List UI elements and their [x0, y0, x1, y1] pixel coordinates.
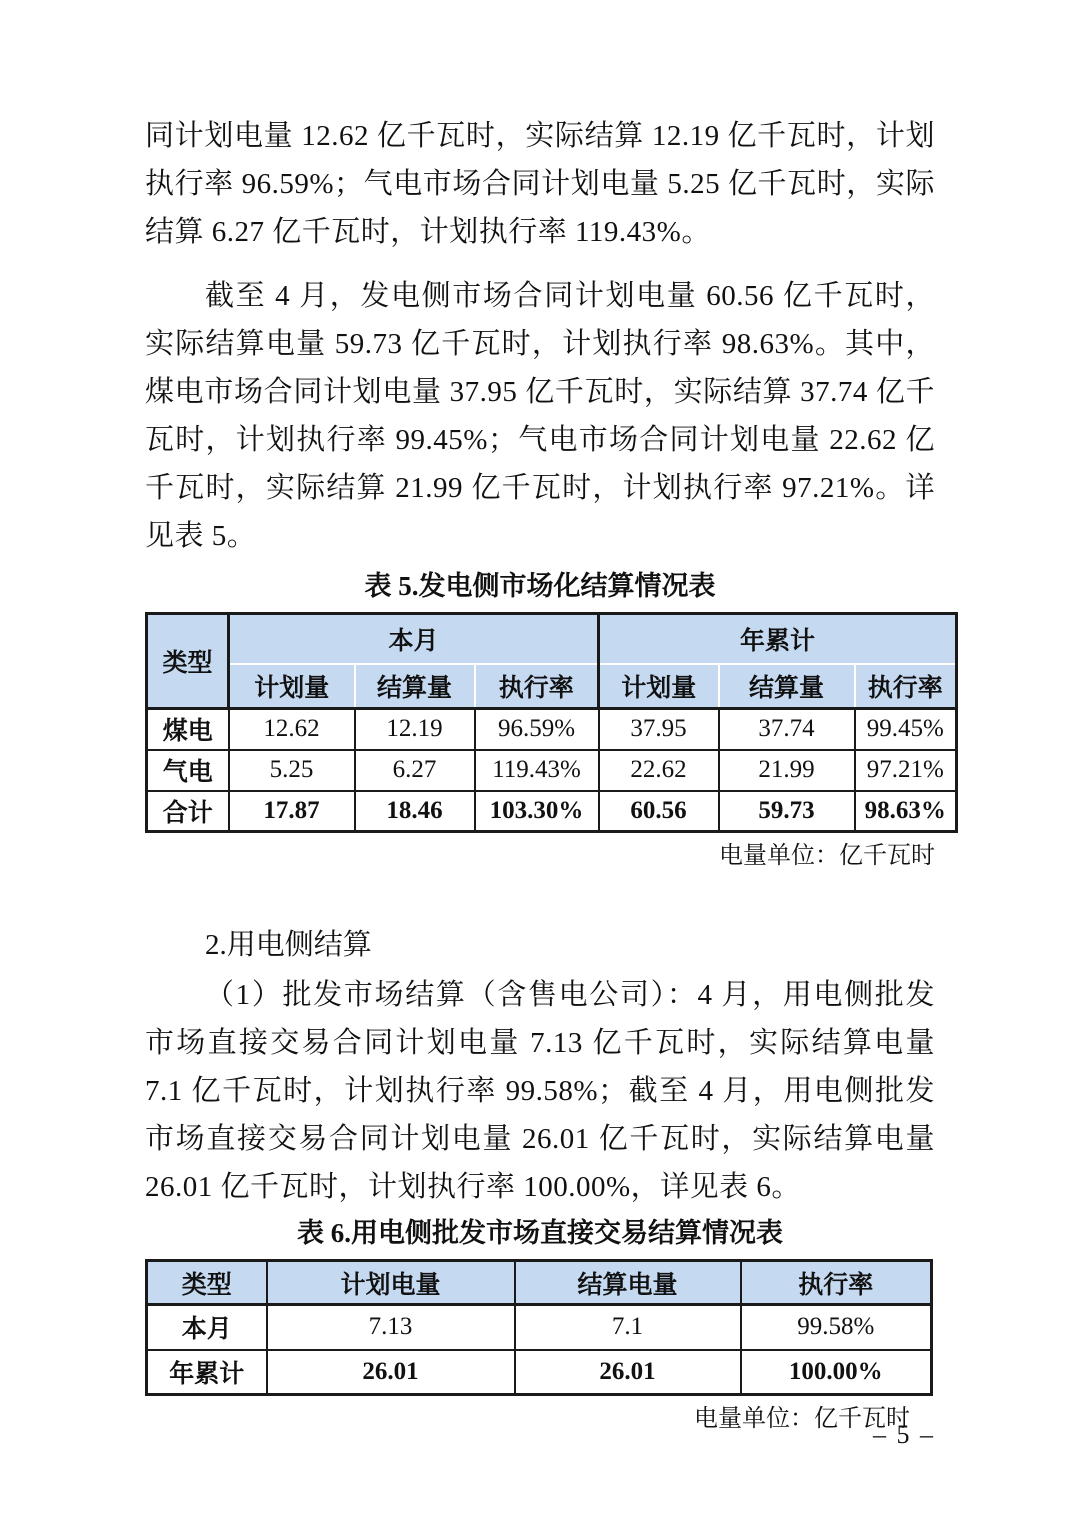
paragraph-consumption-side: （1）批发市场结算（含售电公司）：4 月，用电侧批发市场直接交易合同计划电量 7.13 亿千瓦时，实际结算电量 7.1 亿千瓦时，计划执行率 99.58%；截至 4 月，用电侧批发市场直接交易合同计划电量 26.01 亿千瓦时，实际结算电量 26.01 亿千瓦时，计划执行率 100.00%，详见表 6。 [145, 979, 935, 1203]
table6-row-month [147, 1305, 932, 1350]
table6-caption: 表 6.用电侧批发市场直接交易结算情况表 [297, 1218, 783, 1248]
table5-subheader-plan-ytd: 计划量 [599, 664, 719, 709]
table5-caption: 表 5.发电侧市场化结算情况表 [364, 571, 716, 601]
table5-row-gas [147, 750, 957, 791]
table5-cell: 37.74 [719, 709, 855, 750]
table5-subheader-settled-ytd: 结算量 [719, 664, 855, 709]
table6-wholesale-settlement [145, 1259, 933, 1396]
table5-cell: 59.73 [719, 791, 855, 832]
table6-row-month-label: 本月 [147, 1305, 267, 1350]
table5-subheader-rate-ytd: 执行率 [855, 664, 957, 709]
table5-cell: 99.45% [855, 709, 957, 750]
page-number: – 5 – [873, 1420, 935, 1449]
table6-header-rate: 执行率 [741, 1261, 932, 1305]
table5-cell: 119.43% [475, 750, 599, 791]
table5-subheader-rate-month: 执行率 [475, 664, 599, 709]
paragraph-settlement-continued: 同计划电量 12.62 亿千瓦时，实际结算 12.19 亿千瓦时，计划执行率 96.59%；气电市场合同计划电量 5.25 亿千瓦时，实际结算 6.27 亿千瓦时，计划执行率 119.43%。 [145, 120, 935, 248]
table6-cell: 7.1 [515, 1305, 741, 1350]
table5-row-gas-label: 气电 [147, 750, 229, 791]
table5-cell: 6.27 [355, 750, 475, 791]
table6-cell: 100.00% [741, 1350, 932, 1395]
table5-cell: 21.99 [719, 750, 855, 791]
table5-cell: 96.59% [475, 709, 599, 750]
table6-unit-note: 电量单位：亿千瓦时 [694, 1406, 910, 1432]
table5-cell: 12.62 [229, 709, 355, 750]
table5-row-coal [147, 709, 957, 750]
table5-cell: 103.30% [475, 791, 599, 832]
table6-header-type: 类型 [147, 1261, 267, 1305]
table5-cell: 17.87 [229, 791, 355, 832]
table5-header-current-month: 本月 [229, 614, 599, 664]
table5-cell: 98.63% [855, 791, 957, 832]
table6-cell: 26.01 [515, 1350, 741, 1395]
table5-generation-settlement [145, 612, 958, 833]
table5-header-ytd: 年累计 [599, 614, 957, 664]
section2-heading: 2.用电侧结算 [205, 929, 372, 961]
table5-row-total-label: 合计 [147, 791, 229, 832]
table5-subheader-settled-month: 结算量 [355, 664, 475, 709]
paragraph-generation-side-ytd: 截至 4 月，发电侧市场合同计划电量 60.56 亿千瓦时，实际结算电量 59.73 亿千瓦时，计划执行率 98.63%。其中，煤电市场合同计划电量 37.95 亿千瓦时，实际结算 37.74 亿千瓦时，计划执行率 99.45%；气电市场合同计划电量 22.62 亿千瓦时，实际结算 21.99 亿千瓦时，计划执行率 97.21%。详见表 5。 [145, 280, 935, 552]
table5-cell: 60.56 [599, 791, 719, 832]
document-content [145, 112, 957, 1434]
table5-header-type: 类型 [147, 614, 229, 709]
table5-cell: 12.19 [355, 709, 475, 750]
table5-subheader-plan-month: 计划量 [229, 664, 355, 709]
table5-cell: 5.25 [229, 750, 355, 791]
table5-row-coal-label: 煤电 [147, 709, 229, 750]
table5-row-total [147, 791, 957, 832]
table5-cell: 22.62 [599, 750, 719, 791]
table6-header-plan: 计划电量 [267, 1261, 515, 1305]
table6-cell: 26.01 [267, 1350, 515, 1395]
table6-row-ytd [147, 1350, 932, 1395]
table5-cell: 18.46 [355, 791, 475, 832]
table6-header-settled: 结算电量 [515, 1261, 741, 1305]
table6-row-ytd-label: 年累计 [147, 1350, 267, 1395]
table5-unit-note: 电量单位：亿千瓦时 [719, 843, 935, 869]
table6-cell: 7.13 [267, 1305, 515, 1350]
table5-cell: 37.95 [599, 709, 719, 750]
table6-cell: 99.58% [741, 1305, 932, 1350]
table5-cell: 97.21% [855, 750, 957, 791]
